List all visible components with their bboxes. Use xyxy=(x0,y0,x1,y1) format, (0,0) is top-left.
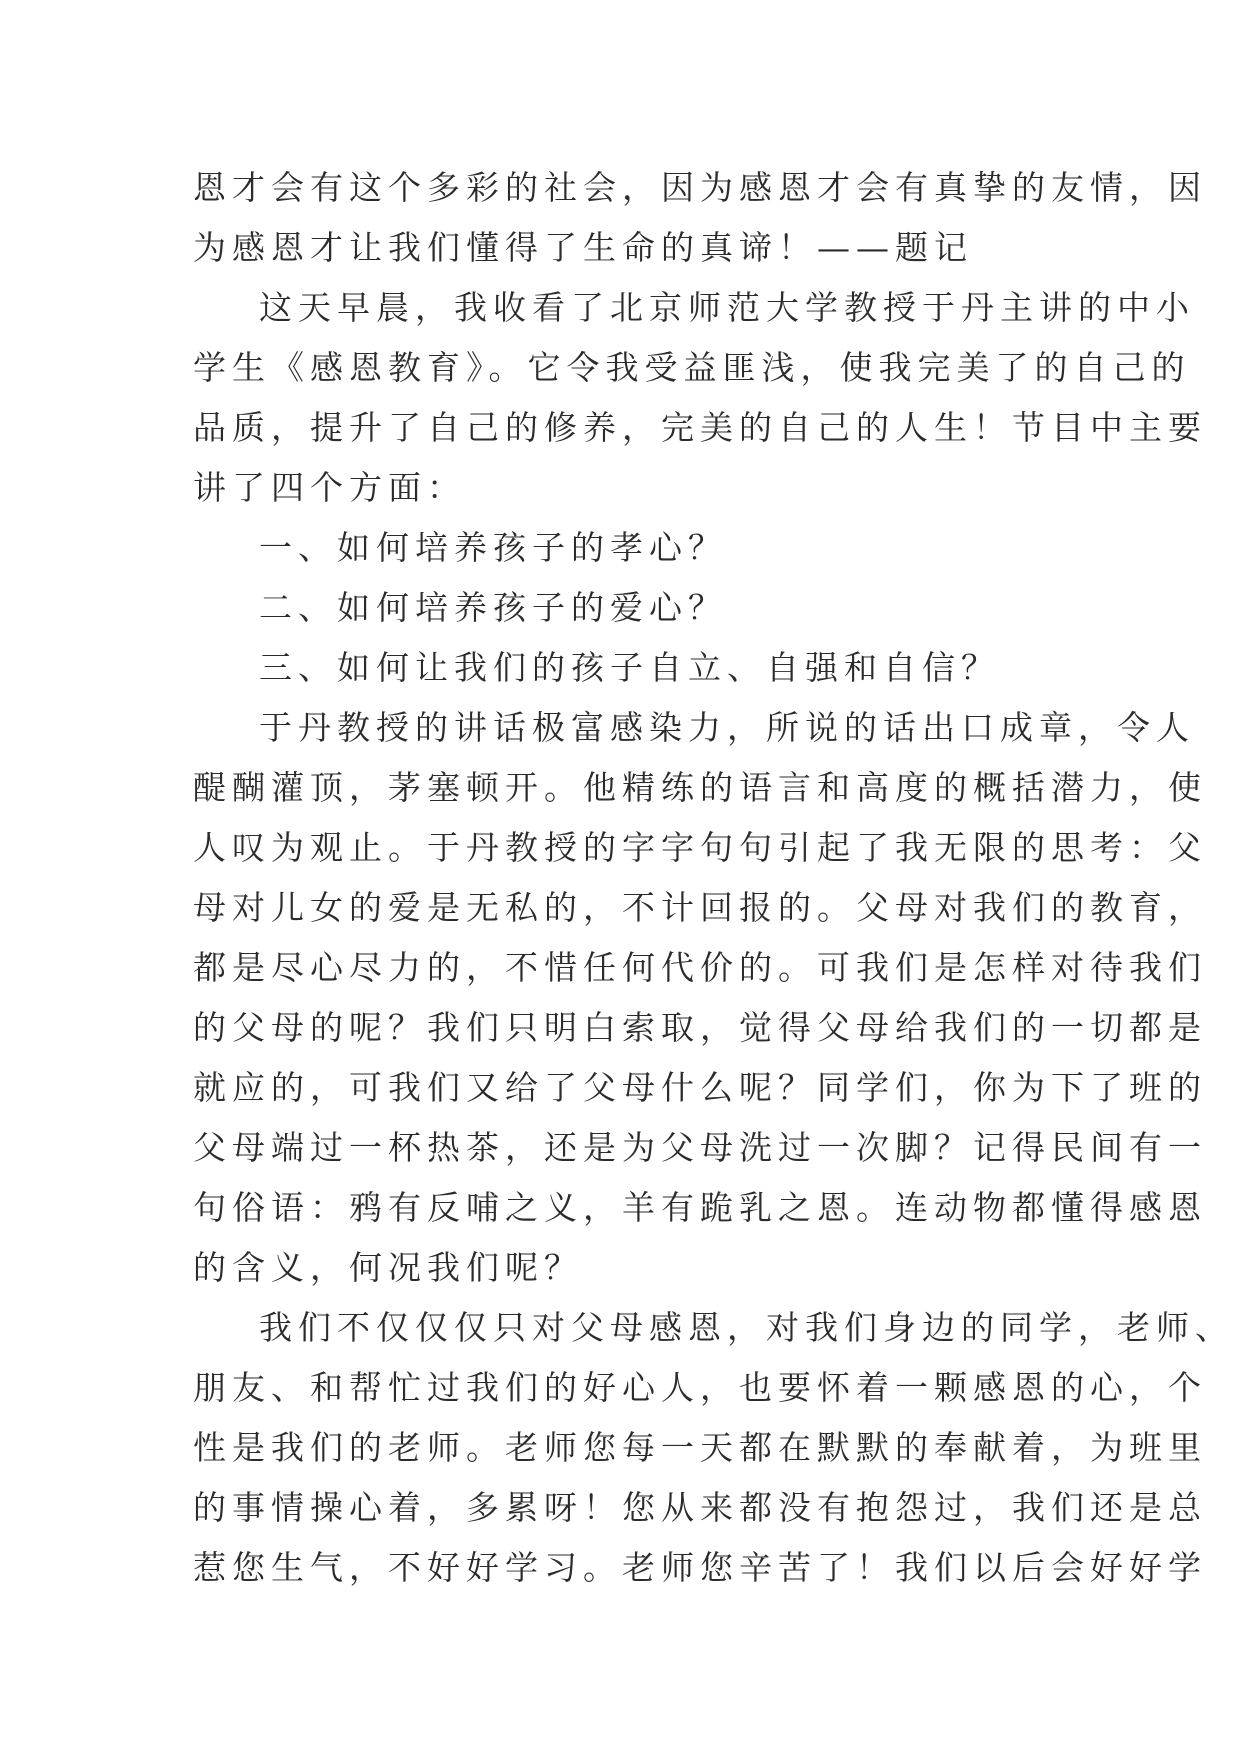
text-line: 句俗语：鸦有反哺之义，羊有跪乳之恩。连动物都懂得感恩 xyxy=(193,1188,1207,1227)
text-line: 为感恩才让我们懂得了生命的真谛！——题记 xyxy=(193,228,973,267)
paragraph-start-line: 这天早晨，我收看了北京师范大学教授于丹主讲的中小 xyxy=(259,288,1195,327)
text-line: 惹您生气，不好好学习。老师您辛苦了！我们以后会好好学 xyxy=(193,1548,1207,1587)
paragraph-start-line: 于丹教授的讲话极富感染力，所说的话出口成章，令人 xyxy=(259,708,1195,747)
essay-body xyxy=(193,158,1234,1598)
text-line: 讲了四个方面： xyxy=(193,468,466,507)
paragraph-start-line: 我们不仅仅仅只对父母感恩，对我们身边的同学，老师、 xyxy=(259,1308,1234,1347)
text-line: 的含义，何况我们呢？ xyxy=(193,1248,583,1287)
list-item-line: 一、如何培养孩子的孝心？ xyxy=(259,528,727,567)
list-item-line: 二、如何培养孩子的爱心？ xyxy=(259,588,727,627)
list-item-line: 三、如何让我们的孩子自立、自强和自信？ xyxy=(259,648,1000,687)
text-line: 母对儿女的爱是无私的，不计回报的。父母对我们的教育， xyxy=(193,888,1207,927)
text-line: 都是尽心尽力的，不惜任何代价的。可我们是怎样对待我们 xyxy=(193,948,1207,987)
text-line: 就应的，可我们又给了父母什么呢？同学们，你为下了班的 xyxy=(193,1068,1207,1107)
text-line: 父母端过一杯热茶，还是为父母洗过一次脚？记得民间有一 xyxy=(193,1128,1207,1167)
text-line: 学生《感恩教育》。它令我受益匪浅，使我完美了的自己的 xyxy=(193,348,1191,387)
text-line: 人叹为观止。于丹教授的字字句句引起了我无限的思考：父 xyxy=(193,828,1207,867)
text-line: 朋友、和帮忙过我们的好心人，也要怀着一颗感恩的心，个 xyxy=(193,1368,1207,1407)
text-line: 品质，提升了自己的修养，完美的自己的人生！节目中主要 xyxy=(193,408,1207,447)
text-line: 恩才会有这个多彩的社会，因为感恩才会有真挚的友情，因 xyxy=(193,168,1207,207)
text-line: 的事情操心着，多累呀！您从来都没有抱怨过，我们还是总 xyxy=(193,1488,1207,1527)
text-line: 性是我们的老师。老师您每一天都在默默的奉献着，为班里 xyxy=(193,1428,1207,1467)
text-line: 的父母的呢？我们只明白索取，觉得父母给我们的一切都是 xyxy=(193,1008,1207,1047)
text-line: 醍醐灌顶，茅塞顿开。他精练的语言和高度的概括潜力，使 xyxy=(193,768,1207,807)
